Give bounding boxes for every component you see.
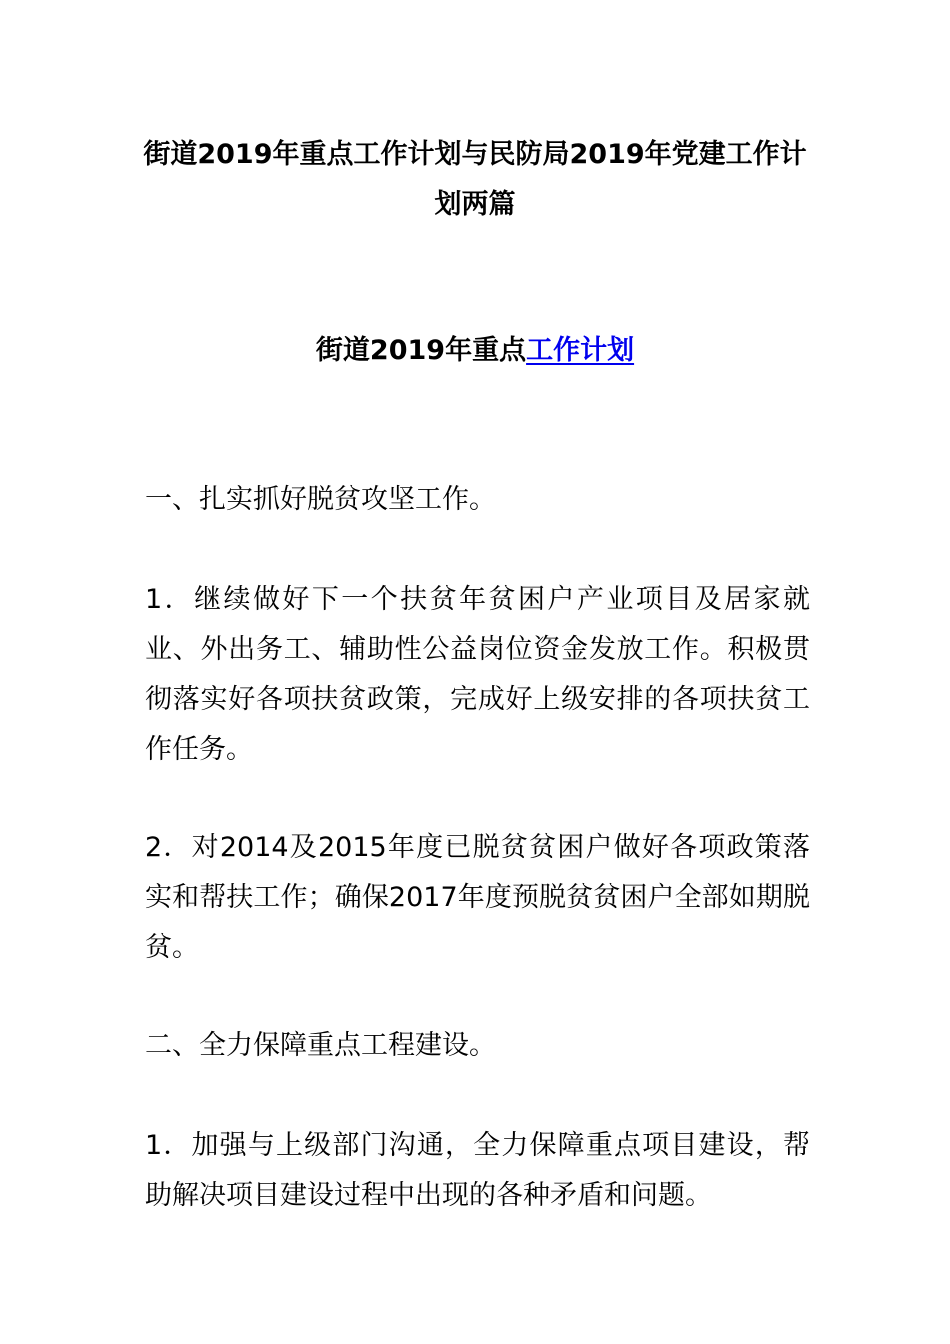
paragraph-item-1-1: 1．继续做好下一个扶贫年贫困户产业项目及居家就业、外出务工、辅助性公益岗位资金发放工作。积极贯彻落实好各项扶贫政策，完成好上级安排的各项扶贫工作任务。 — [145, 584, 810, 765]
section-heading-poverty-alleviation: 一、扎实抓好脱贫攻坚工作。 — [145, 484, 496, 515]
document-title: 街道2019年重点工作计划与民防局2019年党建工作计划两篇 — [143, 139, 807, 220]
section-heading-key-projects: 二、全力保障重点工程建设。 — [145, 1030, 496, 1061]
paragraph-item-2-1: 1．加强与上级部门沟通，全力保障重点项目建设，帮助解决项目建设过程中出现的各种矛盾和问题。 — [145, 1130, 810, 1211]
section-title — [140, 327, 810, 375]
section-title-link[interactable]: 工作计划 — [526, 335, 635, 366]
paragraph-item-1-2: 2．对2014及2015年度已脱贫贫困户做好各项政策落实和帮扶工作；确保2017年度预脱贫贫困户全部如期脱贫。 — [145, 832, 810, 963]
section-title-text: 街道2019年重点 — [315, 335, 527, 366]
